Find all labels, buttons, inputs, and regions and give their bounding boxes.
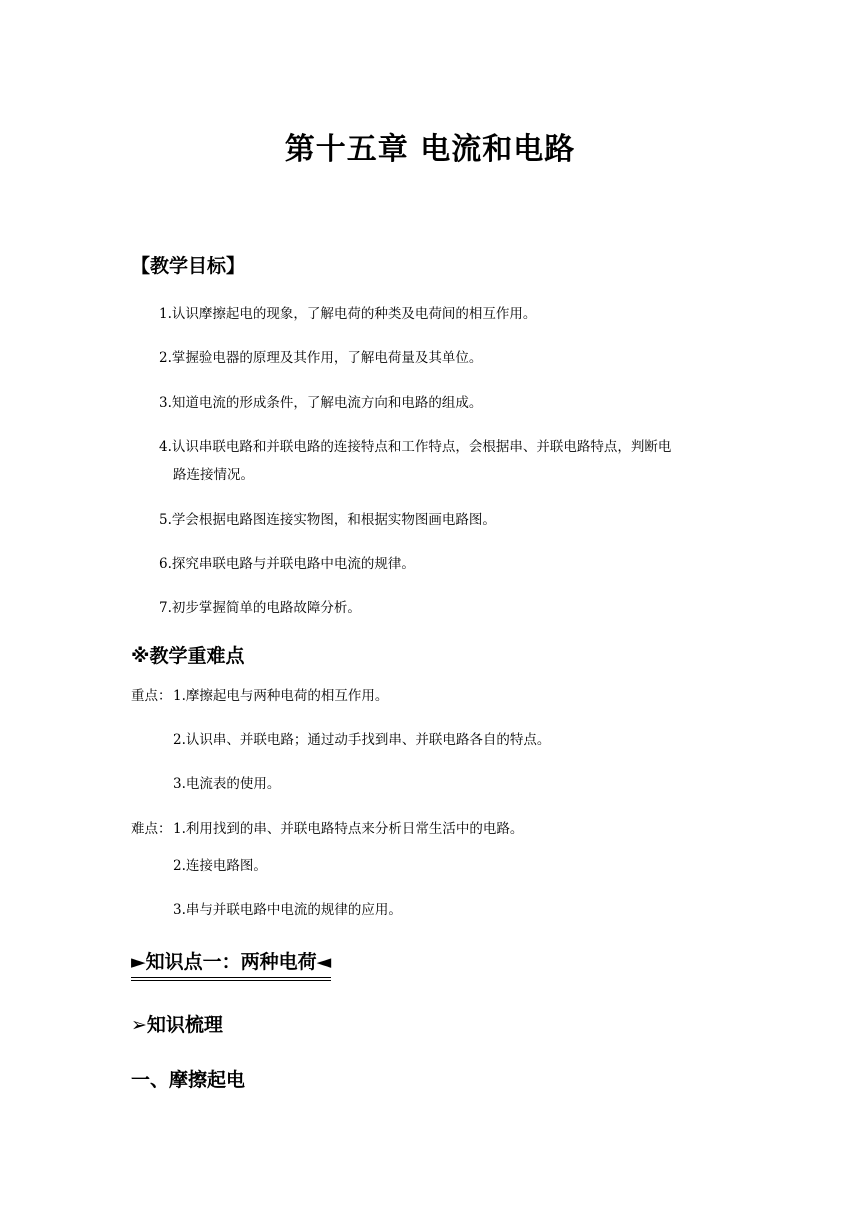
- knowledge-point-1-heading: ►知识点一：两种电荷◄: [131, 948, 331, 981]
- difficult-point-item-2: 2.连接电路图。: [173, 858, 267, 874]
- objective-item-4: 4.认识串联电路和并联电路的连接特点和工作特点，会根据串、并联电路特点，判断电: [159, 439, 672, 455]
- objective-item-6: 6.探究串联电路与并联电路中电流的规律。: [159, 556, 415, 572]
- objective-item-2: 2.掌握验电器的原理及其作用，了解电荷量及其单位。: [159, 350, 483, 366]
- key-points-label: 重点：: [131, 688, 172, 704]
- difficult-point-item-3: 3.串与并联电路中电流的规律的应用。: [173, 902, 402, 918]
- key-point-item-2: 2.认识串、并联电路；通过动手找到串、并联电路各自的特点。: [173, 732, 551, 748]
- difficult-points-label: 难点：: [131, 821, 172, 837]
- key-points-heading: ※教学重难点: [131, 645, 245, 667]
- objectives-heading: 【教学目标】: [131, 255, 246, 277]
- objective-item-4-continued: 路连接情况。: [173, 467, 254, 483]
- section-1-heading: 一、摩擦起电: [131, 1069, 246, 1091]
- objective-item-7: 7.初步掌握简单的电路故障分析。: [159, 600, 361, 616]
- objective-item-5: 5.学会根据电路图连接实物图，和根据实物图画电路图。: [159, 512, 496, 528]
- difficult-point-item-1: 1.利用找到的串、并联电路特点来分析日常生活中的电路。: [173, 821, 524, 837]
- key-point-item-3: 3.电流表的使用。: [173, 776, 281, 792]
- objective-item-3: 3.知道电流的形成条件，了解电流方向和电路的组成。: [159, 395, 483, 411]
- page-title: 第十五章 电流和电路: [284, 132, 576, 167]
- key-point-item-1: 1.摩擦起电与两种电荷的相互作用。: [173, 688, 389, 704]
- objective-item-1: 1.认识摩擦起电的现象，了解电荷的种类及电荷间的相互作用。: [159, 306, 537, 322]
- knowledge-outline-heading: ➢知识梳理: [131, 1014, 223, 1036]
